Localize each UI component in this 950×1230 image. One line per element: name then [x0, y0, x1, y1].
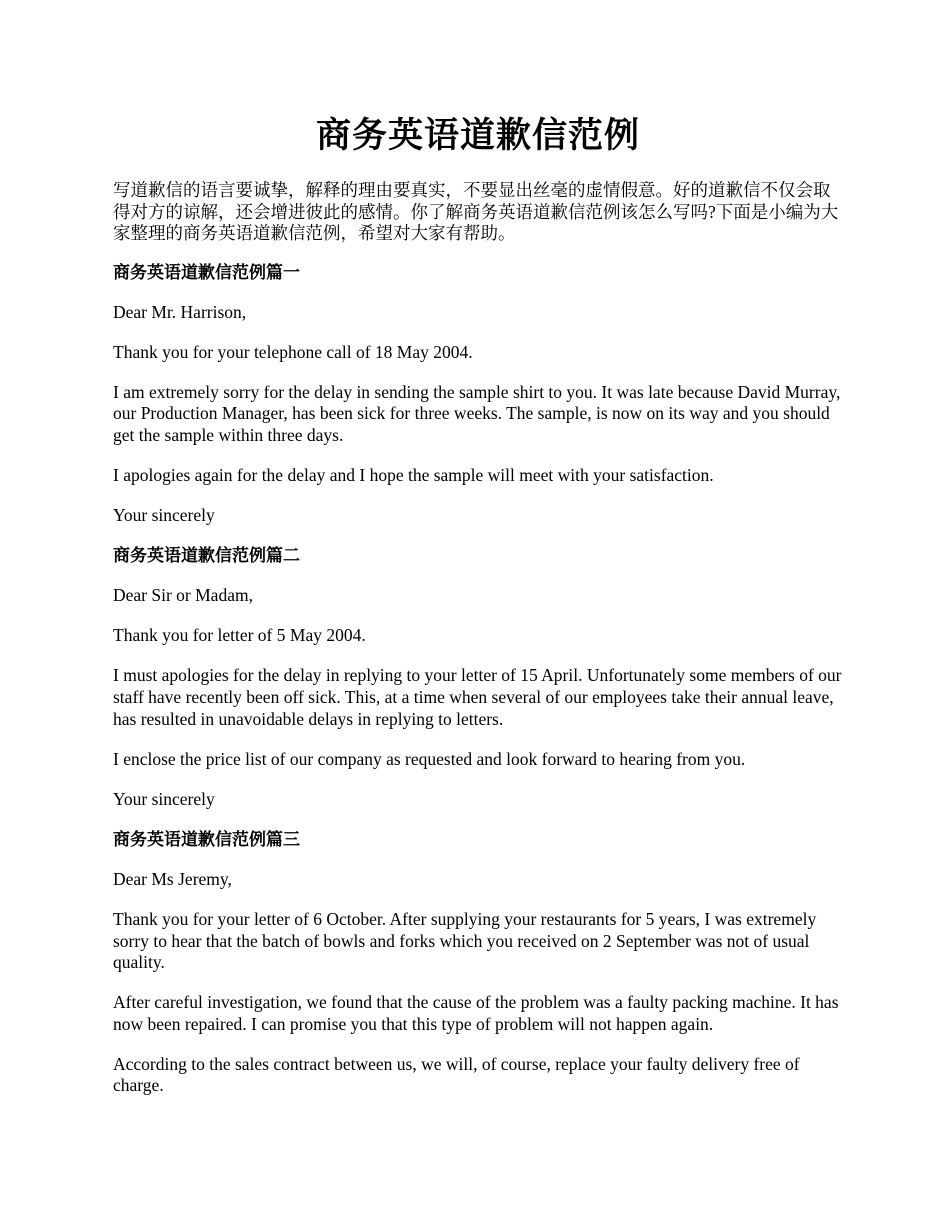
letter-salutation: Dear Mr. Harrison, [113, 301, 247, 322]
document-title: 商务英语道歉信范例 [315, 116, 640, 155]
letter-paragraph: I am extremely sorry for the delay in sending the sample shirt to you. It was late because David Murray, our Production Manager, has been sick for three weeks. The sample, is now on its way and you should get the sample within three days. [113, 381, 841, 445]
letter-paragraph: After careful investigation, we found that the cause of the problem was a faulty packing machine. It has now been repaired. I can promise you that this type of problem will not happen again. [113, 992, 839, 1034]
letter-salutation: Dear Ms Jeremy, [113, 868, 232, 889]
letter-paragraph: Thank you for letter of 5 May 2004. [113, 625, 366, 646]
section-heading: 商务英语道歉信范例篇一 [113, 262, 300, 282]
letter-paragraph: Thank you for your letter of 6 October. After supplying your restaurants for 5 years, I was extremely sorry to hear that the batch of bowls and forks which you received on 2 September was not of usual quality. [113, 908, 817, 973]
section-2 [113, 545, 843, 810]
intro-paragraph: 写道歉信的语言要诚挚，解释的理由要真实，不要显出丝毫的虚情假意。好的道歉信不仅会取得对方的谅解，还会增进彼此的感情。你了解商务英语道歉信范例该怎么写吗?下面是小编为大家整理的商务英语道歉信范例，希望对大家有帮助。 [113, 180, 839, 243]
letter-salutation: Dear Sir or Madam, [113, 585, 253, 606]
section-3 [113, 829, 843, 1097]
letter-paragraph: Thank you for your telephone call of 18 May 2004. [113, 341, 473, 362]
letter-paragraph: I enclose the price list of our company as requested and look forward to hearing from you. [113, 748, 746, 769]
letter-closing: Your sincerely [113, 788, 215, 809]
document-page [113, 112, 843, 1116]
section-1 [113, 262, 843, 527]
letter-paragraph: I apologies again for the delay and I hope the sample will meet with your satisfaction. [113, 464, 714, 485]
letter-paragraph: I must apologies for the delay in replying to your letter of 15 April. Unfortunately some members of our staff have recently been off sick. This, at a time when several of our employees take their annual leave, has resulted in unavoidable delays in replying to letters. [113, 665, 842, 729]
section-heading: 商务英语道歉信范例篇三 [113, 829, 300, 849]
letter-paragraph: According to the sales contract between us, we will, of course, replace your faulty delivery free of charge. [113, 1053, 800, 1096]
letter-closing: Your sincerely [113, 505, 215, 526]
section-heading: 商务英语道歉信范例篇二 [113, 546, 300, 566]
